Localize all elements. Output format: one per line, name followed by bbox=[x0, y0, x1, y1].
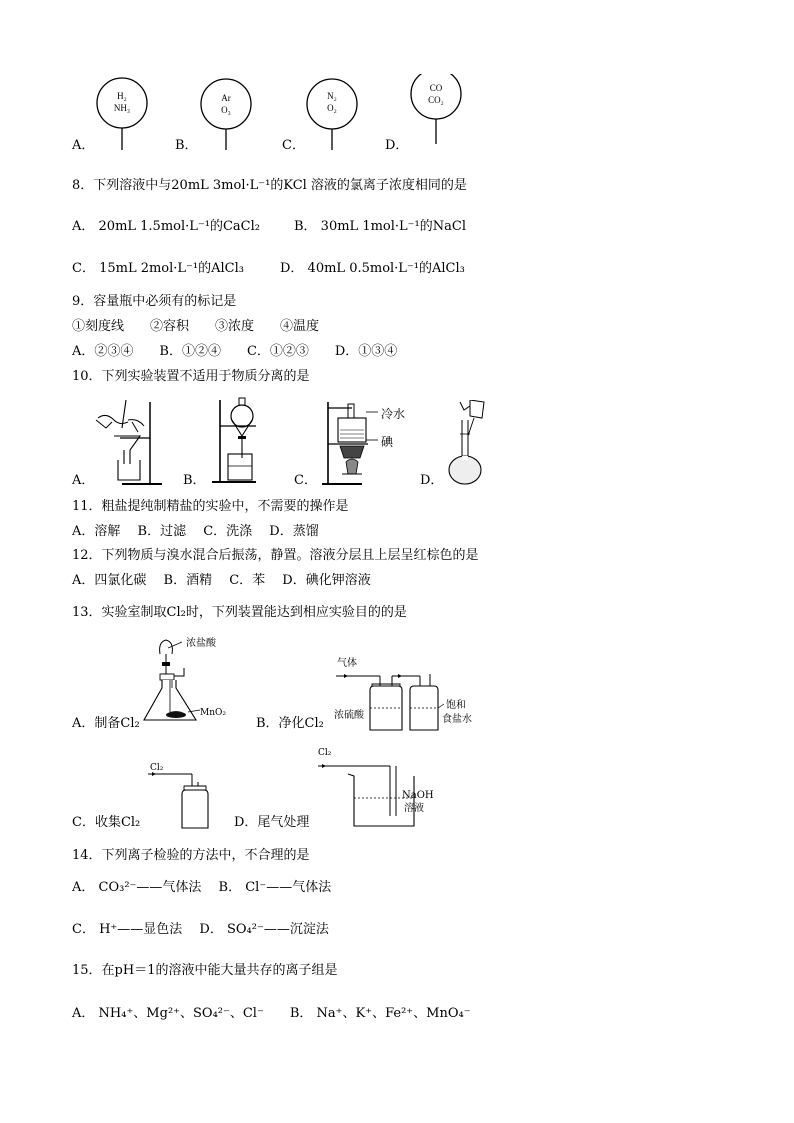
q13-d-naoh-label-2: 溶液 bbox=[404, 803, 424, 814]
q7-d-formula-top: CO bbox=[429, 83, 443, 93]
q13-option-a: A．制备Cl₂ bbox=[72, 716, 140, 731]
q8-stem: 8．下列溶液中与20mL 3mol·L⁻¹的KCl 溶液的氯离子浓度相同的是 bbox=[72, 178, 467, 193]
q10-c-iodine-label: 碘 bbox=[381, 435, 394, 449]
q7-b-formula-top: Ar bbox=[221, 93, 231, 103]
q13-b-brine-label-2: 食盐水 bbox=[442, 714, 472, 725]
q14-options-cd: C． H⁺——显色法 D． SO₄²⁻——沉淀法 bbox=[72, 922, 329, 937]
q9-stem: 9．容量瓶中必须有的标记是 bbox=[72, 294, 237, 309]
q12-stem: 12．下列物质与溴水混合后振荡，静置。溶液分层且上层呈红棕色的是 bbox=[72, 548, 479, 563]
q13-d-cl2-label: Cl₂ bbox=[318, 748, 332, 758]
q7-option-d-letter: D． bbox=[385, 138, 409, 153]
q8-option-d: D． 40mL 0.5mol·L⁻¹的AlCl₃ bbox=[280, 261, 465, 276]
q15-options-ab: A． NH₄⁺、Mg²⁺、SO₄²⁻、Cl⁻ B． Na⁺、K⁺、Fe²⁺、MnO₄⁻ bbox=[72, 1006, 471, 1021]
q7-a-formula-top: H₂ bbox=[117, 91, 127, 101]
q13-option-d: D．尾气处理 bbox=[234, 815, 310, 830]
q12-options: A．四氯化碳 B．酒精 C．苯 D．碘化钾溶液 bbox=[72, 573, 371, 588]
q10-b-separatory-funnel bbox=[210, 396, 270, 488]
q13-d-naoh-label-1: NaOH bbox=[402, 790, 434, 801]
q13-option-c: C．收集Cl₂ bbox=[72, 815, 141, 830]
q13-c-cl2-label: Cl₂ bbox=[150, 763, 164, 773]
q13-a-mno2-label: MnO₂ bbox=[200, 708, 226, 718]
q7-d-formula-bottom: CO₂ bbox=[428, 95, 444, 105]
q7-gas-circles-figure bbox=[90, 74, 480, 154]
q13-stem: 13．实验室制取Cl₂时，下列装置能达到相应实验目的的是 bbox=[72, 605, 407, 620]
q7-option-c-letter: C． bbox=[282, 138, 305, 153]
q13-b-gas-label: 气体 bbox=[337, 658, 357, 669]
q7-c-formula-top: N₂ bbox=[327, 91, 337, 101]
q11-options: A．溶解 B．过滤 C．洗涤 D．蒸馏 bbox=[72, 524, 319, 539]
q10-option-b-letter: B． bbox=[183, 473, 206, 488]
q13-option-b: B．净化Cl₂ bbox=[256, 716, 324, 731]
q7-b-formula-bottom: O₃ bbox=[221, 105, 231, 115]
q10-a-filtration-apparatus bbox=[92, 398, 164, 488]
q10-d-volumetric-flask bbox=[440, 400, 496, 490]
q15-stem: 15．在pH＝1的溶液中能大量共存的离子组是 bbox=[72, 963, 338, 978]
q7-circle-c bbox=[307, 79, 357, 150]
q10-stem: 10．下列实验装置不适用于物质分离的是 bbox=[72, 369, 310, 384]
q7-c-formula-bottom: O₂ bbox=[327, 103, 337, 113]
q13-b-purification-apparatus bbox=[334, 664, 444, 736]
q13-a-conc-hcl-label: 浓盐酸 bbox=[186, 638, 216, 649]
q7-option-b-letter: B． bbox=[175, 138, 198, 153]
q14-stem: 14．下列离子检验的方法中，不合理的是 bbox=[72, 848, 310, 863]
q8-option-c: C． 15mL 2mol·L⁻¹的AlCl₃ bbox=[72, 261, 244, 276]
q14-options-ab: A． CO₃²⁻——气体法 B． Cl⁻——气体法 bbox=[72, 880, 332, 895]
q10-option-c-letter: C． bbox=[294, 473, 317, 488]
q7-circle-a bbox=[97, 78, 147, 150]
q9-options: A．②③④ B．①②④ C．①②③ D．①③④ bbox=[72, 344, 398, 359]
q10-c-cold-water-label: 冷水 bbox=[381, 407, 406, 421]
q10-option-d-letter: D． bbox=[420, 473, 444, 488]
q7-option-a-letter: A． bbox=[72, 138, 95, 153]
q8-option-b: B． 30mL 1mol·L⁻¹的NaCl bbox=[294, 219, 466, 234]
q10-option-a-letter: A． bbox=[72, 473, 95, 488]
q8-option-a: A． 20mL 1.5mol·L⁻¹的CaCl₂ bbox=[72, 219, 260, 234]
q9-marks: ①刻度线 ②容积 ③浓度 ④温度 bbox=[72, 319, 320, 334]
q13-b-brine-label-1: 饱和 bbox=[446, 700, 466, 711]
q11-stem: 11．粗盐提纯制精盐的实验中，不需要的操作是 bbox=[72, 499, 349, 514]
q7-a-formula-bottom: NH₃ bbox=[113, 103, 131, 113]
q13-b-conc-h2so4-label: 浓硫酸 bbox=[334, 710, 364, 721]
